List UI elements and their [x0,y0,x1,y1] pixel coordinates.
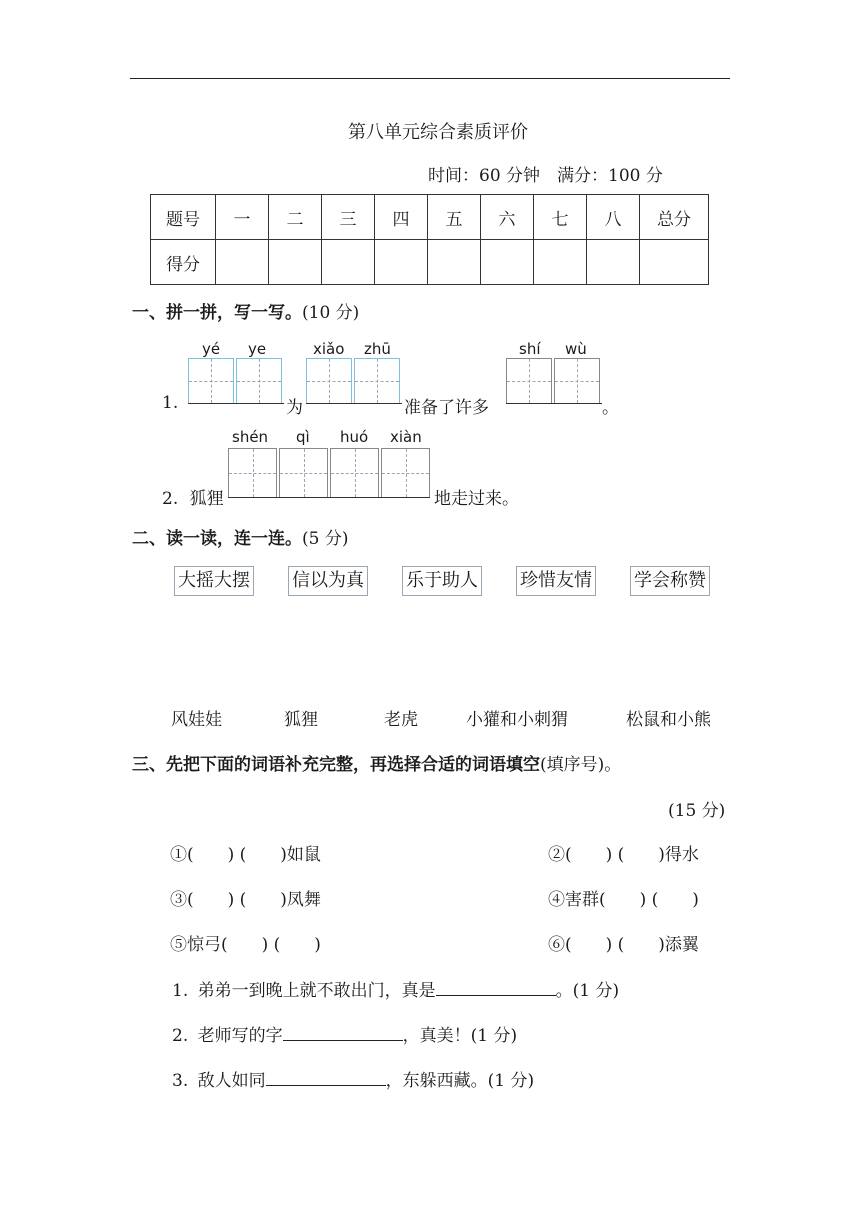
section-heading-text: 三、先把下面的词语补充完整，再选择合适的词语填空 [132,755,540,775]
writing-cell[interactable] [188,358,234,404]
question-text: 老师写的字 [197,1026,283,1046]
idiom-fill-item[interactable]: ④害群( ) ( ) [548,890,699,910]
question-text: 弟弟一到晚上就不敢出门，真是 [197,981,436,1001]
header-rule [130,78,730,79]
question-number: 1. [162,393,179,413]
idiom-fill-item[interactable]: ①( ) ( )如鼠 [170,845,321,865]
writing-cell[interactable] [381,448,430,498]
writing-cell[interactable] [279,448,328,498]
score-input-cell[interactable] [375,240,428,285]
question-number: 1. [172,981,189,1001]
section2-heading [132,524,348,549]
writing-cell[interactable] [330,448,379,498]
writing-cell[interactable] [554,358,600,404]
pinyin-label: qì [296,428,310,446]
character-option[interactable]: 小獾和小刺猬 [466,710,568,730]
question-number: 2. [172,1026,189,1046]
answer-blank[interactable] [283,1024,403,1041]
score-cell: 总分 [640,195,709,240]
question-number: 3. [172,1071,189,1091]
sentence-text: 准备了许多 [404,398,489,418]
score-input-cell[interactable] [640,240,709,285]
idiom-fill-item[interactable]: ⑥( ) ( )添翼 [548,935,699,955]
score-cell: 一 [216,195,269,240]
score-cell: 得分 [151,240,216,285]
score-input-cell[interactable] [322,240,375,285]
question-text: 敌人如同 [197,1071,266,1091]
page-title: 第八单元综合素质评价 [348,122,528,143]
section-heading-suffix: (填序号)。 [540,755,622,775]
score-cell: 二 [269,195,322,240]
character-option[interactable]: 松鼠和小熊 [626,710,711,730]
writing-grid[interactable] [188,358,284,404]
section-points: (15 分) [668,801,726,821]
idiom-option[interactable]: 大摇大摆 [174,566,254,596]
pinyin-label: zhū [364,340,391,358]
section-heading-text: 二、读一读，连一连。 [132,529,302,549]
section-points: (10 分) [302,303,360,323]
section1-heading [132,298,359,323]
writing-grid[interactable] [228,448,430,498]
pinyin-label: yé [202,340,221,358]
section-points: (5 分) [302,529,349,549]
score-cell: 题号 [151,195,216,240]
idiom-fill-item[interactable]: ③( ) ( )凤舞 [170,890,321,910]
score-table-header-row [151,195,709,240]
score-table-score-row [151,240,709,285]
writing-cell[interactable] [228,448,277,498]
pinyin-label: wù [565,340,587,358]
score-cell: 三 [322,195,375,240]
writing-cell[interactable] [506,358,552,404]
pinyin-label: xiǎo [313,340,345,358]
fill-question [172,1066,534,1091]
idiom-fill-item[interactable]: ⑤惊弓( ) ( ) [170,935,321,955]
score-input-cell[interactable] [587,240,640,285]
sentence-text: 狐狸 [189,489,224,509]
character-option[interactable]: 风娃娃 [171,710,222,730]
answer-blank[interactable] [436,979,556,996]
score-cell: 七 [534,195,587,240]
writing-grid[interactable] [506,358,602,404]
score-cell: 六 [481,195,534,240]
fill-question [172,1021,517,1046]
question-number-text: 2. [162,489,179,509]
score-cell: 八 [587,195,640,240]
fill-question [172,976,619,1001]
question-text: 。(1 分) [555,981,620,1001]
question-text: ，东躲西藏。(1 分) [385,1071,535,1091]
score-input-cell[interactable] [216,240,269,285]
writing-cell[interactable] [236,358,282,404]
score-input-cell[interactable] [428,240,481,285]
pinyin-label: shén [232,428,269,446]
score-input-cell[interactable] [534,240,587,285]
section3-heading [132,750,621,775]
sentence-text: 。 [602,398,619,418]
score-cell: 四 [375,195,428,240]
answer-blank[interactable] [266,1069,386,1086]
pinyin-label: huó [340,428,369,446]
sentence-text: 地走过来。 [434,489,519,509]
section-heading-text: 一、拼一拼，写一写。 [132,303,302,323]
writing-cell[interactable] [306,358,352,404]
question-number [162,484,224,509]
score-input-cell[interactable] [269,240,322,285]
score-cell: 五 [428,195,481,240]
score-table [150,194,709,285]
exam-meta: 时间：60 分钟 满分：100 分 [428,166,663,186]
pinyin-label: xiàn [390,428,422,446]
idiom-fill-item[interactable]: ②( ) ( )得水 [548,845,699,865]
idiom-option[interactable]: 学会称赞 [630,566,710,596]
idiom-option[interactable]: 乐于助人 [402,566,482,596]
idiom-option[interactable]: 珍惜友情 [516,566,596,596]
pinyin-label: shí [519,340,541,358]
writing-cell[interactable] [354,358,400,404]
sentence-text: 为 [286,398,303,418]
question-text: ，真美！(1 分) [402,1026,518,1046]
character-option[interactable]: 狐狸 [284,710,318,730]
writing-grid[interactable] [306,358,402,404]
score-input-cell[interactable] [481,240,534,285]
pinyin-label: ye [248,340,267,358]
idiom-option[interactable]: 信以为真 [288,566,368,596]
character-option[interactable]: 老虎 [384,710,418,730]
